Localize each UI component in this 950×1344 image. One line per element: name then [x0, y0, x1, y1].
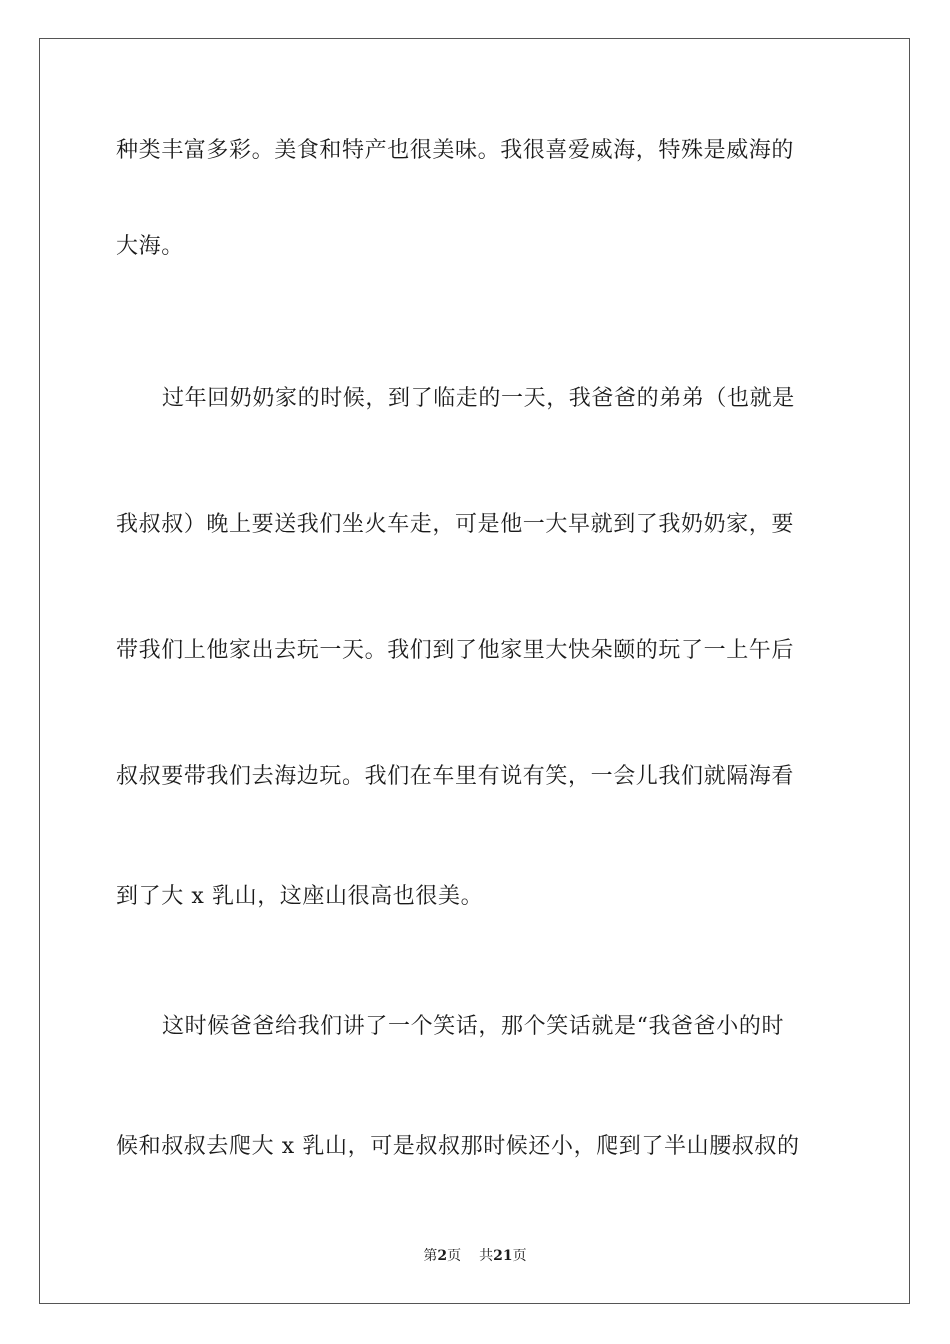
body-text-line: 到了大 x 乳山，这座山很高也很美。 [116, 884, 484, 909]
total-suffix: 页 [512, 1248, 527, 1264]
page-footer [0, 1246, 950, 1266]
body-text-line: 大海。 [116, 234, 184, 259]
body-text-line: 我叔叔）晚上要送我们坐火车走，可是他一大早就到了我奶奶家，要 [116, 512, 795, 537]
page-prefix: 第 [423, 1248, 438, 1264]
total-pages: 21 [493, 1248, 513, 1264]
page-number: 2 [437, 1248, 448, 1264]
body-text-line: 种类丰富多彩。美食和特产也很美味。我很喜爱威海，特殊是威海的 [116, 138, 795, 163]
page-frame [39, 38, 910, 1304]
body-text-line: 候和叔叔去爬大 x 乳山，可是叔叔那时候还小，爬到了半山腰叔叔的 [116, 1134, 800, 1159]
paragraph-first-line: 这时候爸爸给我们讲了一个笑话，那个笑话就是“我爸爸小的时 [162, 1014, 785, 1039]
total-prefix: 共 [479, 1248, 494, 1264]
page-suffix: 页 [447, 1248, 462, 1264]
paragraph-first-line: 过年回奶奶家的时候，到了临走的一天，我爸爸的弟弟（也就是 [162, 386, 795, 411]
body-text-line: 带我们上他家出去玩一天。我们到了他家里大快朵颐的玩了一上午后 [116, 638, 795, 663]
body-text-line: 叔叔要带我们去海边玩。我们在车里有说有笑，一会儿我们就隔海看 [116, 764, 795, 789]
